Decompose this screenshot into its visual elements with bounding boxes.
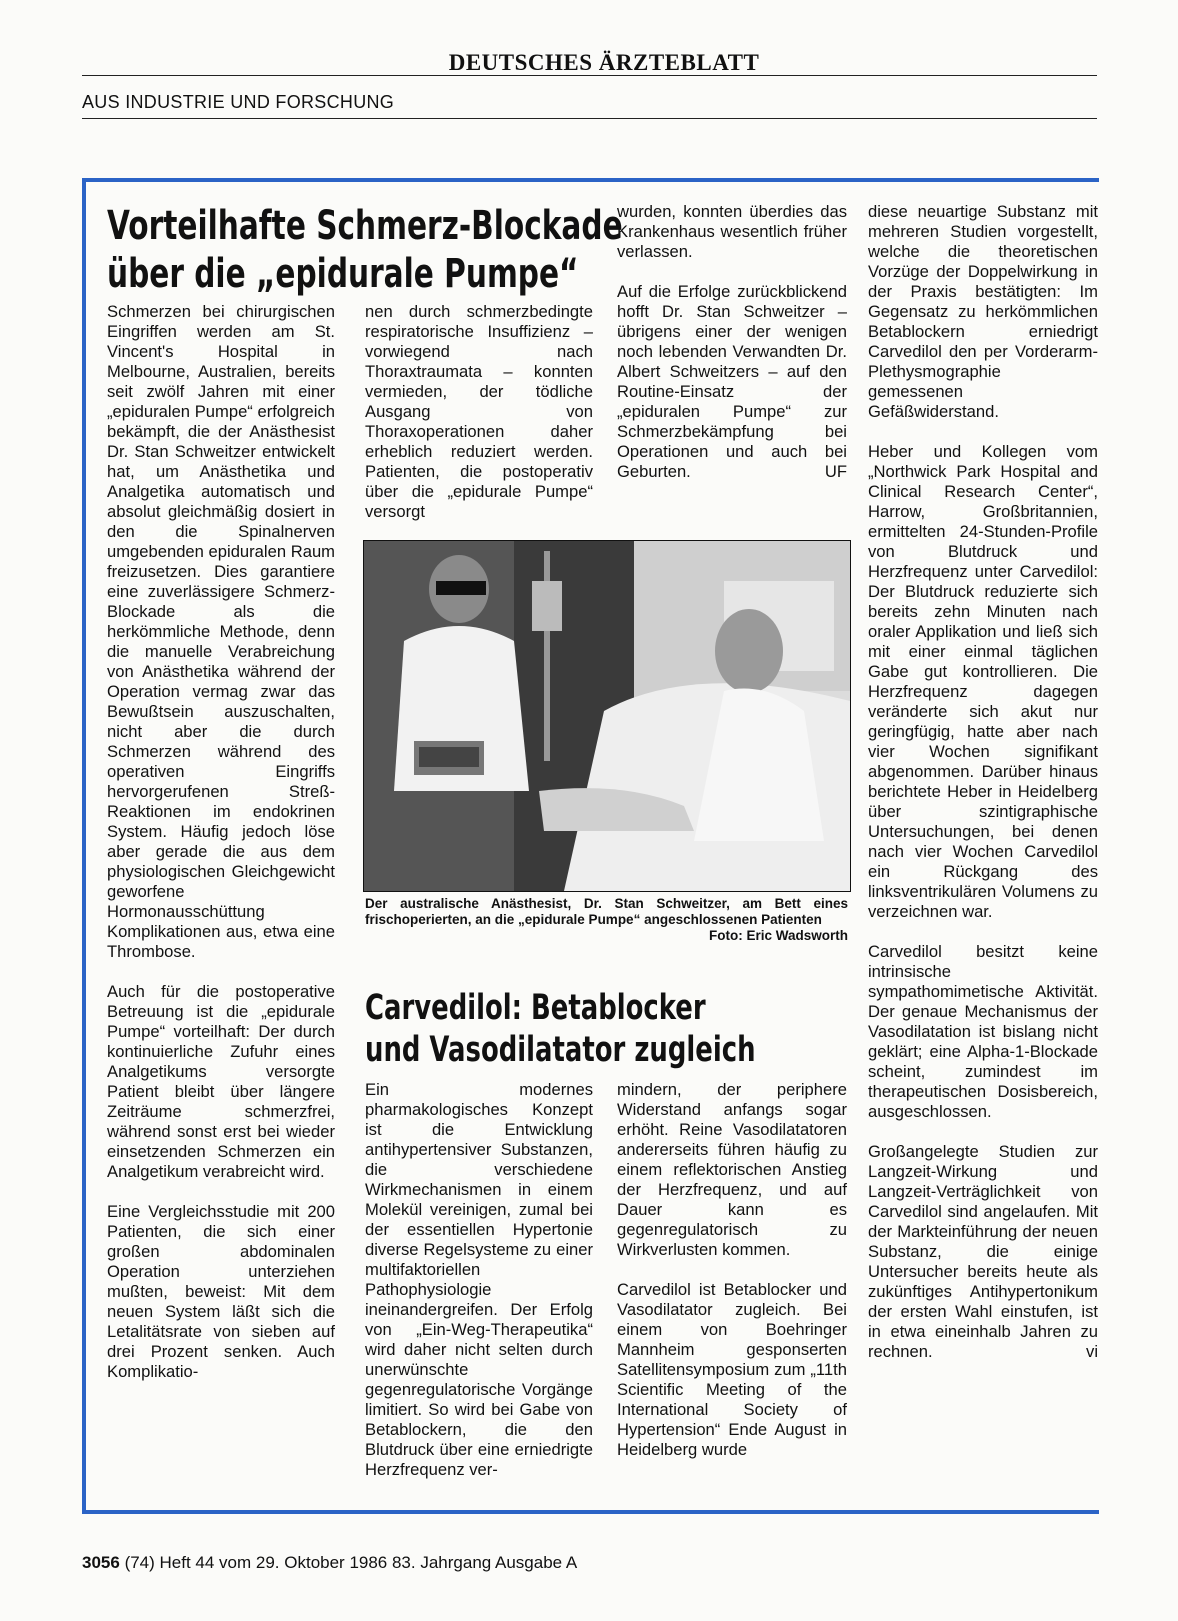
article2-headline-line1: Carvedilol: Betablocker (365, 988, 706, 1028)
article1-headline-line2: über die „epidurale Pumpe“ (107, 251, 579, 297)
article-frame-left (82, 178, 86, 1513)
article2-paragraph: diese neuartige Substanz mit mehreren Studien vorgestellt, welche die theoretischen Vorzüge der Doppelwirkung in der Praxis bestätigten: Im Gegensatz zu herkömmlichen Betablockern erniedrigt Carvedilol den per Vorderarm-Plethysmographie gemessenen Gefäßwiderstand. (868, 202, 1098, 421)
page-number: 3056 (82, 1553, 120, 1572)
article1-paragraph: Eine Vergleichsstudie mit 200 Patienten, die sich einer großen abdominalen Operation unterziehen mußten, beweist: Mit dem neuen System läßt sich die Letalitätsrate von sieben auf drei Prozent senken. Auch Komplikatio- (107, 1202, 335, 1381)
article1-paragraph: nen durch schmerzbedingte respiratorische Insuffizienz – vorwiegend nach Thoraxtraumata – konnten vermieden, der tödliche Ausgang von Thoraxoperationen daher erheblich reduziert werden. Patienten, die postoperativ über die „epidurale Pumpe“ versorgt (365, 302, 593, 521)
article1-column-1 (107, 302, 335, 1382)
article1-headline (107, 202, 623, 298)
article-frame-bottom (82, 1510, 1099, 1514)
article1-author: UF (824, 462, 847, 481)
article1-headline-line1: Vorteilhafte Schmerz-Blockade (107, 203, 623, 249)
article1-paragraph-text: Auf die Erfolge zurückblickend hofft Dr. Stan Schweitzer – übrigens einer der wenigen noch lebenden Verwandten Dr. Albert Schweitzers – auf den Routine-Einsatz der „epiduralen Pumpe“ zur Schmerzbekämpfung bei Operationen und auch bei Geburten. (617, 282, 847, 481)
article2-column-3 (868, 202, 1098, 1362)
issue-info: (74) Heft 44 vom 29. Oktober 1986 83. Jahrgang Ausgabe A (124, 1553, 578, 1572)
article2-author: vi (1086, 1342, 1098, 1361)
article2-headline-line2: und Vasodilatator zugleich (365, 1030, 756, 1070)
photo-credit: Foto: Eric Wadsworth (709, 928, 848, 943)
photo-illustration (364, 541, 850, 891)
section-rule (82, 118, 1097, 119)
masthead: DEUTSCHES ÄRZTEBLATT (448, 50, 760, 75)
article2-column-2 (617, 1080, 847, 1460)
article1-paragraph: Auch für die postoperative Betreuung ist die „epidurale Pumpe“ vorteilhaft: Der durch kontinuierliche Zufuhr eines Analgetikums versorgte Patient bleibt über längere Zeiträume schmerzfrei, während sonst erst bei wieder einsetzenden Schmerzen ein Analgetikum verabreicht wird. (107, 982, 335, 1181)
section-title: AUS INDUSTRIE UND FORSCHUNG (82, 92, 395, 112)
article2-headline (365, 987, 756, 1071)
article1-paragraph: Schmerzen bei chirurgischen Eingriffen werden am St. Vincent's Hospital in Melbourne, Australien, bereits seit zwölf Jahren mit einer „epiduralen Pumpe“ erfolgreich bekämpft, die der Anästhesist Dr. Stan Schweitzer entwickelt hat, um Anästhetika und Analgetika automatisch und absolut gleichmäßig dosiert in den die Spinalnerven umgebenden epiduralen Raum freizusetzen. Dies garantiere eine zuverlässigere Schmerz-Blockade als die herkömmliche Methode, denn die manuelle Verabreichung von Anästhetika während der Operation vermag zwar das Bewußtsein auszuschalten, nicht aber die durch Schmerzen während des operativen Eingriffs hervorgerufenen Streß-Reaktionen im endokrinen System. Häufig jedoch löse aber gerade die aus dem physiologischen Gleichgewicht geworfene Hormonausschüttung Komplikationen aus, etwa eine Thrombose. (107, 302, 335, 961)
article2-paragraph: Carvedilol ist Betablocker und Vasodilatator zugleich. Bei einem von Boehringer Mannheim gesponserten Satellitensymposium zum „11th Scientific Meeting of the International Society of Hypertension“ Ende August in Heidelberg wurde (617, 1280, 847, 1459)
article2-paragraph: Ein modernes pharmakologisches Konzept ist die Entwicklung antihypertensiver Substanzen, die verschiedene Wirkmechanismen in einem Molekül vereinigen, zumal bei der essentiellen Hypertonie diverse Regelsysteme zu einer multifaktoriellen Pathophysiologie ineinandergreifen. Der Erfolg von „Ein-Weg-Therapeutika“ wird daher nicht selten durch unerwünschte gegenregulatorische Vorgänge limitiert. So wird bei Gabe von Betablockern, die den Blutdruck über eine erniedrigte Herzfrequenz ver- (365, 1080, 593, 1479)
photo-caption-text: Der australische Anästhesist, Dr. Stan Schweitzer, am Bett eines frischoperierten, an die „epidurale Pumpe“ angeschlossenen Patienten (365, 896, 848, 927)
article1-column-2 (365, 302, 593, 522)
article1-column-3 (617, 202, 847, 482)
article-frame-top (82, 178, 1099, 182)
article2-column-1 (365, 1080, 593, 1480)
article1-paragraph (617, 282, 847, 482)
photo-caption (365, 896, 848, 944)
article2-paragraph: mindern, der periphere Widerstand anfangs sogar erhöht. Reine Vasodilatatoren andererseits führen häufig zu einem reflektorischen Anstieg der Herzfrequenz, und auf Dauer kann es gegenregulatorisch zu Wirkverlusten kommen. (617, 1080, 847, 1259)
article2-paragraph: Carvedilol besitzt keine intrinsische sympathomimetische Aktivität. Der genaue Mechanismus der Vasodilatation ist bislang nicht geklärt; eine Alpha-1-Blockade scheint, zumindest im therapeutischen Dosisbereich, ausgeschlossen. (868, 942, 1098, 1121)
article2-paragraph-text: Großangelegte Studien zur Langzeit-Wirkung und Langzeit-Verträglichkeit von Carvedilol sind angelaufen. Mit der Markteinführung der neuen Substanz, die einige Untersucher bereits heute als zukünftiges Antihypertonikum der ersten Wahl einstufen, ist in etwa eineinhalb Jahren zu rechnen. (868, 1142, 1098, 1361)
article2-paragraph: Heber und Kollegen vom „Northwick Park Hospital and Clinical Research Center“, Harrow, Großbritannien, ermittelten 24-Stunden-Profile von Blutdruck und Herzfrequenz unter Carvedilol: Der Blutdruck reduzierte sich bereits zehn Minuten nach oraler Applikation und ließ sich mit einer einmal täglichen Gabe gut kontrollieren. Die Herzfrequenz dagegen veränderte sich akut nur geringfügig, hatte aber nach vier Wochen signifikant abgenommen. Darüber hinaus berichtete Heber in Heidelberg über szintigraphische Untersuchungen, bei denen nach vier Wochen Carvedilol ein Rückgang des linksventrikulären Volumens zu verzeichnen war. (868, 442, 1098, 921)
article2-paragraph (868, 1142, 1098, 1362)
masthead-rule (82, 75, 1097, 76)
article1-paragraph: wurden, konnten überdies das Krankenhaus wesentlich früher verlassen. (617, 202, 847, 261)
article1-photo (363, 540, 851, 892)
page-footer (82, 1553, 577, 1573)
